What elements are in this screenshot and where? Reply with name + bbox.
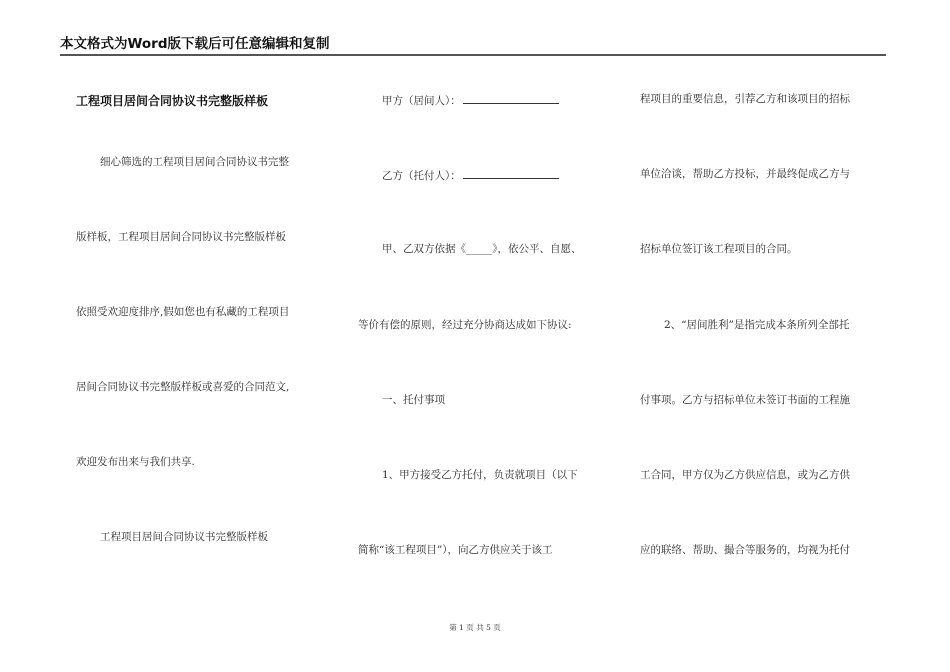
paragraph-line: 等价有偿的原则，经过充分协商达成如下协议: bbox=[358, 319, 572, 331]
paragraph-line: 欢迎发布出来与我们共享. bbox=[76, 456, 195, 468]
page-number: 第 1 页 共 5 页 bbox=[449, 623, 501, 632]
paragraph-line: 2、“居间胜利”是指完成本条所列全部托 bbox=[664, 319, 850, 331]
paragraph-line: 单位洽谈，帮助乙方投标，并最终促成乙方与 bbox=[640, 168, 850, 180]
section-heading: 一、托付事项 bbox=[382, 394, 445, 406]
party-a-blank bbox=[463, 92, 559, 104]
paragraph-line: 招标单位签订该工程项目的合同。 bbox=[640, 243, 798, 255]
party-b-row bbox=[382, 167, 559, 183]
paragraph-line: 细心筛选的工程项目居间合同协议书完整 bbox=[100, 156, 289, 168]
party-b-blank bbox=[463, 167, 559, 179]
document-title: 工程项目居间合同协议书完整版样板 bbox=[76, 94, 269, 108]
party-a-row bbox=[382, 92, 559, 108]
party-a-label: 甲方（居间人）： bbox=[382, 95, 461, 107]
paragraph-line: 应的联络、帮助、撮合等服务的，均视为托付 bbox=[640, 544, 850, 556]
paragraph-line: 甲、乙双方依据《_____》，依公平、自愿、 bbox=[382, 243, 582, 255]
paragraph-line: 依照受欢迎度排序,假如您也有私藏的工程项目 bbox=[76, 306, 290, 318]
paragraph-line: 版样板，工程项目居间合同协议书完整版样板 bbox=[76, 231, 286, 243]
paragraph-line: 付事项。乙方与招标单位未签订书面的工程施 bbox=[640, 394, 850, 406]
paragraph-line: 程项目的重要信息，引荐乙方和该项目的招标 bbox=[640, 93, 850, 105]
document-header bbox=[60, 36, 886, 56]
paragraph-line: 工程项目居间合同协议书完整版样板 bbox=[100, 531, 268, 543]
paragraph-line: 居间合同协议书完整版样板或喜爱的合同范文, bbox=[76, 381, 290, 393]
party-b-label: 乙方（托付人）： bbox=[382, 170, 461, 182]
paragraph-line: 1、甲方接受乙方托付，负责就项目（以下 bbox=[382, 469, 578, 481]
header-text: 本文格式为Word版下载后可任意编辑和复制 bbox=[60, 36, 330, 52]
paragraph-line: 工合同，甲方仅为乙方供应信息，或为乙方供 bbox=[640, 469, 850, 481]
paragraph-line: 简称“该工程项目”），向乙方供应关于该工 bbox=[358, 544, 553, 556]
